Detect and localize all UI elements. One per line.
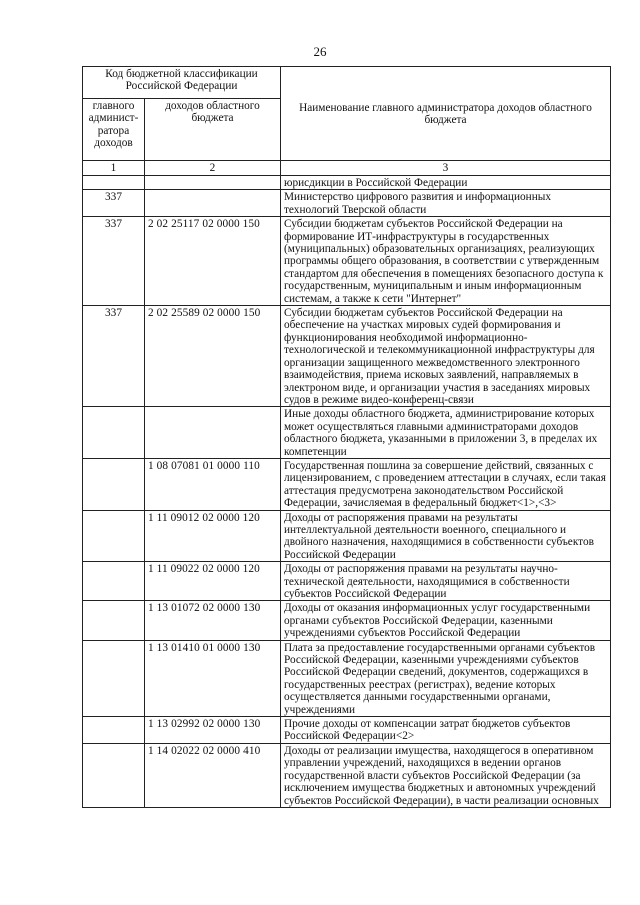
table-row <box>83 176 611 190</box>
admin-code-cell <box>83 743 145 807</box>
table-row <box>83 510 611 562</box>
column-number-3: 3 <box>281 161 611 176</box>
revenue-code-cell: 1 08 07081 01 0000 110 <box>145 458 281 510</box>
header-revenue-code: доходов областного бюджета <box>145 99 281 161</box>
revenue-name-cell: Иные доходы областного бюджета, администрирование которых может осуществляться главными администраторами доходов областного бюджета, указанными в приложении 3, в пределах их компетенции <box>281 407 611 459</box>
column-number-2: 2 <box>145 161 281 176</box>
table-row <box>83 640 611 716</box>
table-body <box>83 176 611 808</box>
table-row <box>83 190 611 217</box>
revenue-code-cell: 1 11 09012 02 0000 120 <box>145 510 281 562</box>
revenue-name-cell: Доходы от распоряжения правами на результаты научно-технической деятельности, находящимися в собственности субъектов Российской Федерации <box>281 562 611 601</box>
admin-code-cell <box>83 601 145 640</box>
header-administrator-code: главного админист-ратора доходов <box>83 99 145 161</box>
admin-code-cell <box>83 717 145 744</box>
revenue-name-cell: Прочие доходы от компенсации затрат бюджетов субъектов Российской Федерации<2> <box>281 717 611 744</box>
admin-code-cell: 337 <box>83 306 145 407</box>
column-number-1: 1 <box>83 161 145 176</box>
revenue-name-cell: Субсидии бюджетам субъектов Российской Федерации на обеспечение на участках мировых судей формирования и функционирования необходимой информационно-технологической и телекоммуникационной инфраструктуры для организации защищенного межведомственного электронного взаимодействия, приема исковых заявлений, направляемых в электроном виде, и организации участия в заседаниях мировых судов в режиме видео-конференц-связи <box>281 306 611 407</box>
revenue-name-cell: Доходы от оказания информационных услуг государственными органами субъектов Российской Федерации, казенными учреждениями субъектов Российской Федерации <box>281 601 611 640</box>
revenue-code-cell: 1 13 01410 01 0000 130 <box>145 640 281 716</box>
revenue-code-cell: 1 14 02022 02 0000 410 <box>145 743 281 807</box>
revenue-name-cell: Плата за предоставление государственными органами субъектов Российской Федерации, казенными учреждениями субъектов Российской Федерации сведений, документов, содержащихся в государственных реестрах (регистрах), ведение которых осуществляется данными государственными органами, учреждениями <box>281 640 611 716</box>
header-classification-group: Код бюджетной классификации Российской Федерации <box>83 67 281 99</box>
table-row <box>83 743 611 807</box>
revenue-name-cell: Министерство цифрового развития и информационных технологий Тверской области <box>281 190 611 217</box>
revenue-name-cell: Государственная пошлина за совершение действий, связанных с лицензированием, с проведением аттестации в случаях, если такая аттестация предусмотрена законодательством Российской Федерации, зачисляемая в федеральный бюджет<1>,<3> <box>281 458 611 510</box>
revenue-code-cell <box>145 407 281 459</box>
table-row <box>83 562 611 601</box>
revenue-classification-table <box>82 66 611 808</box>
table-row <box>83 306 611 407</box>
table-row <box>83 717 611 744</box>
revenue-code-cell: 1 11 09022 02 0000 120 <box>145 562 281 601</box>
admin-code-cell <box>83 510 145 562</box>
admin-code-cell <box>83 458 145 510</box>
page-number: 26 <box>313 44 327 59</box>
revenue-name-cell: Доходы от распоряжения правами на результаты интеллектуальной деятельности военного, специального и двойного назначения, находящимися в собственности субъектов Российской Федерации <box>281 510 611 562</box>
admin-code-cell <box>83 407 145 459</box>
revenue-code-cell <box>145 190 281 217</box>
admin-code-cell <box>83 176 145 190</box>
table-row <box>83 458 611 510</box>
revenue-code-cell: 2 02 25589 02 0000 150 <box>145 306 281 407</box>
revenue-code-cell: 1 13 01072 02 0000 130 <box>145 601 281 640</box>
table-row <box>83 217 611 306</box>
admin-code-cell <box>83 640 145 716</box>
revenue-name-cell: Доходы от реализации имущества, находящегося в оперативном управлении учреждений, находящихся в ведении органов государственной власти субъектов Российской Федерации (за исключением имущества бюджетных и автономных учреждений субъектов Российской Федерации), в части реализации основных <box>281 743 611 807</box>
revenue-code-cell: 1 13 02992 02 0000 130 <box>145 717 281 744</box>
revenue-name-cell: Субсидии бюджетам субъектов Российской Федерации на формирование ИТ-инфраструктуры в государственных (муниципальных) образовательных организациях, реализующих программы общего образования, в соответствии с утвержденным стандартом для обеспечения в помещениях безопасного доступа к государственным, муниципальным и иным информационным системам, а также к сети "Интернет" <box>281 217 611 306</box>
admin-code-cell: 337 <box>83 217 145 306</box>
admin-code-cell <box>83 562 145 601</box>
table-row <box>83 601 611 640</box>
revenue-code-cell: 2 02 25117 02 0000 150 <box>145 217 281 306</box>
admin-code-cell: 337 <box>83 190 145 217</box>
table-row <box>83 407 611 459</box>
header-administrator-name: Наименование главного администратора доходов областного бюджета <box>281 67 611 161</box>
revenue-code-cell <box>145 176 281 190</box>
revenue-name-cell: юрисдикции в Российской Федерации <box>281 176 611 190</box>
